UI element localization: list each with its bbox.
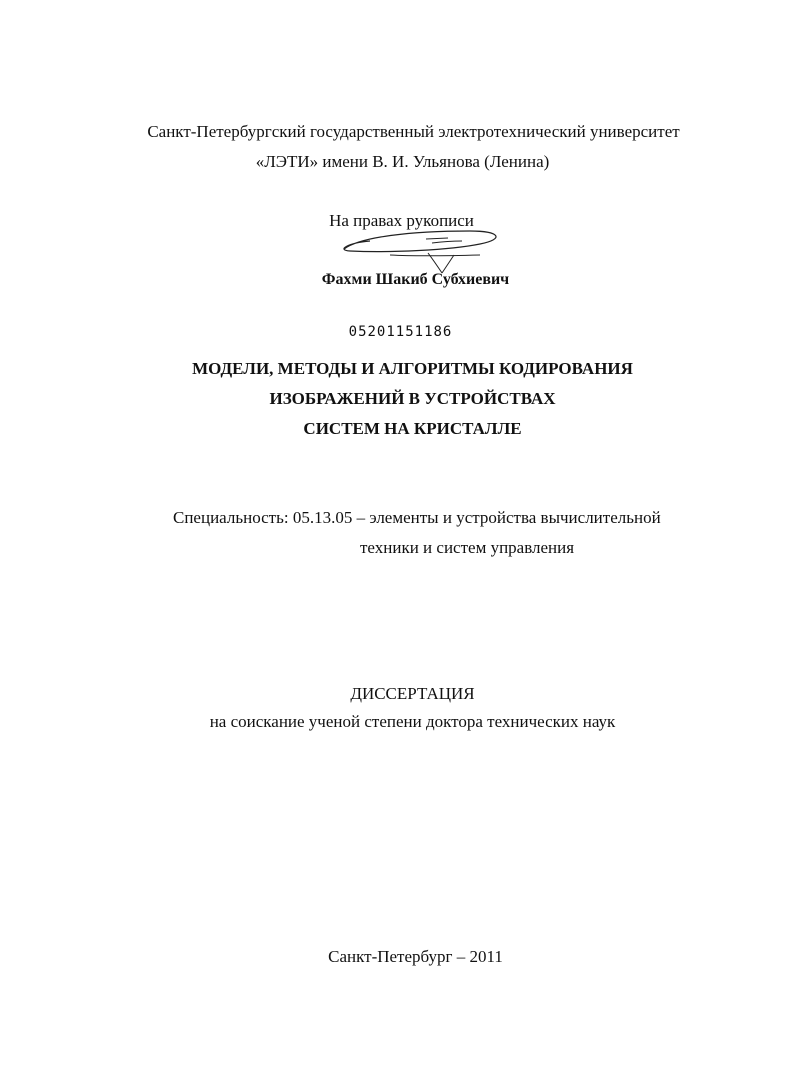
handwritten-signature-icon	[330, 225, 510, 277]
university-name-line-2: «ЛЭТИ» имени В. И. Ульянова (Ленина)	[255, 152, 550, 171]
author-name: Фахми Шакиб Субхиевич	[321, 271, 510, 288]
city-year: Санкт-Петербург – 2011	[328, 947, 503, 966]
specialty-line-2: техники и систем управления	[360, 538, 575, 557]
thesis-title-line-2: ИЗОБРАЖЕНИЙ В УСТРОЙСТВАХ	[269, 389, 556, 408]
thesis-title-line-1: МОДЕЛИ, МЕТОДЫ И АЛГОРИТМЫ КОДИРОВАНИЯ	[192, 359, 633, 378]
manuscript-note: На правах рукописи	[329, 211, 474, 230]
specialty-line-1: Специальность: 05.13.05 – элементы и устройства вычислительной	[173, 508, 661, 527]
thesis-title-line-3: СИСТЕМ НА КРИСТАЛЛЕ	[303, 419, 522, 438]
document-number: 05201151186	[348, 324, 453, 340]
dissertation-subtitle: на соискание ученой степени доктора технических наук	[209, 712, 616, 731]
dissertation-label: ДИССЕРТАЦИЯ	[350, 684, 475, 703]
university-name-line-1: Санкт-Петербургский государственный электротехнический университет	[147, 122, 680, 141]
